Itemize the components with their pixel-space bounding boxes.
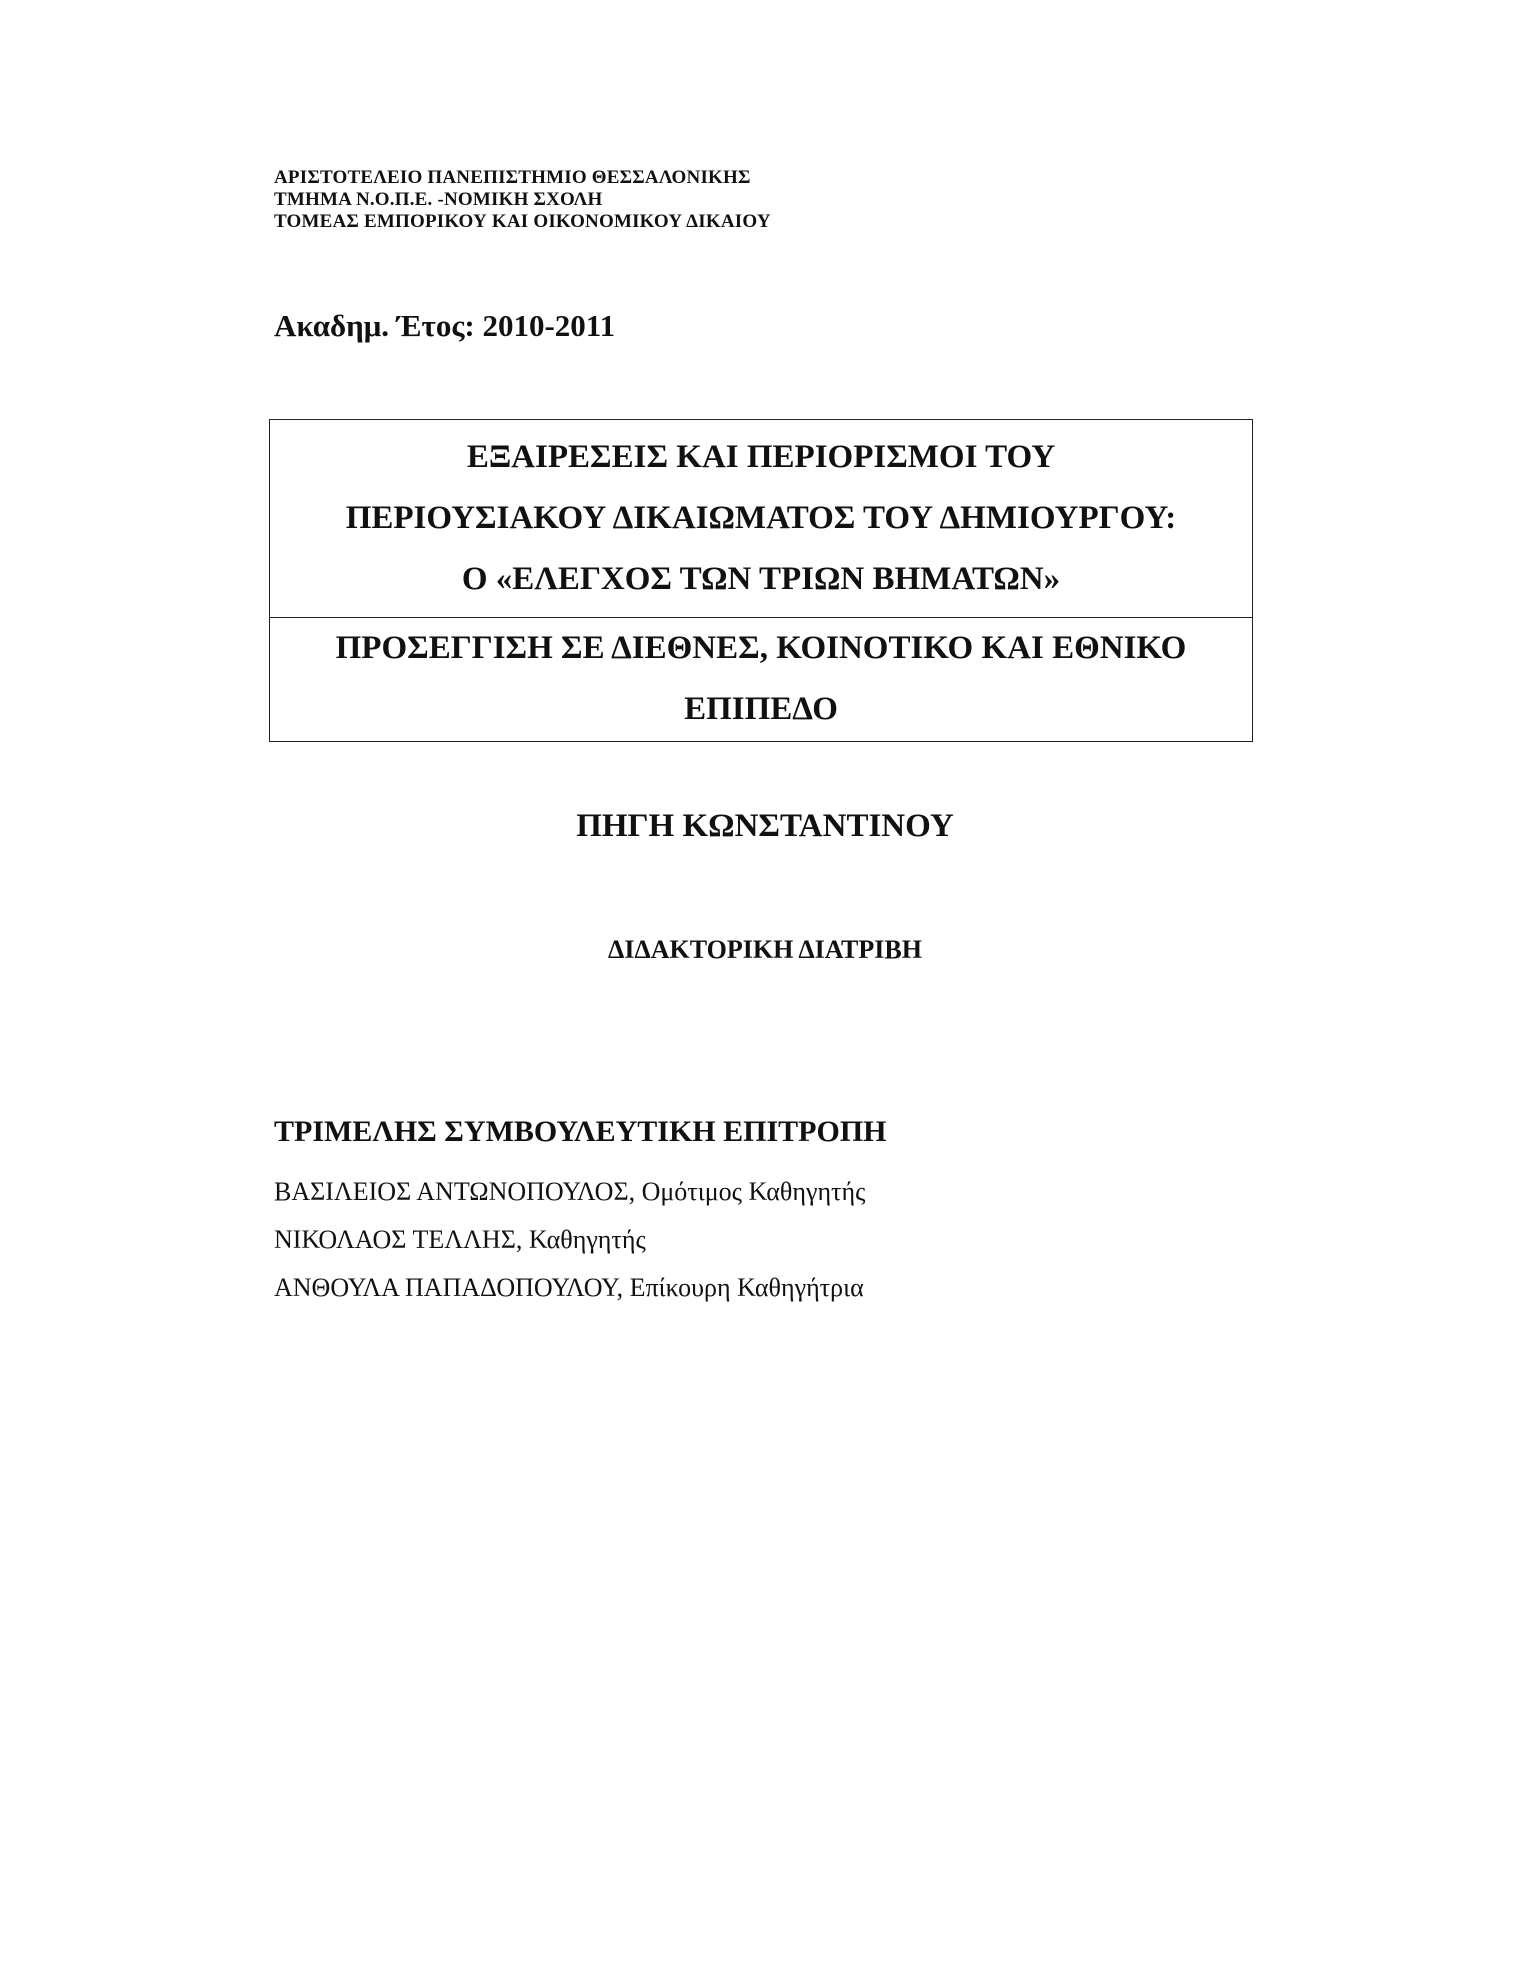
thesis-title bbox=[270, 420, 1252, 618]
committee-member: ΝΙΚΟΛΑΟΣ ΤΕΛΛΗΣ, Καθηγητής bbox=[274, 1225, 646, 1254]
department-name: ΤΜΗΜΑ Ν.Ο.Π.Ε. -ΝΟΜΙΚΗ ΣΧΟΛΗ bbox=[274, 189, 603, 210]
author-name: ΠΗΓΗ ΚΩΝΣΤΑΝΤΙΝΟΥ bbox=[576, 808, 954, 844]
institution-header bbox=[274, 167, 771, 233]
title-line: ΕΞΑΙΡΕΣΕΙΣ ΚΑΙ ΠΕΡΙΟΡΙΣΜΟΙ ΤΟΥ bbox=[466, 439, 1056, 475]
subtitle-line: ΠΡΟΣΕΓΓΙΣΗ ΣΕ ΔΙΕΘΝΕΣ, ΚΟΙΝΟΤΙΚΟ ΚΑΙ ΕΘΝΙΚΟ bbox=[335, 630, 1187, 666]
committee-member: ΒΑΣΙΛΕΙΟΣ ΑΝΤΩΝΟΠΟΥΛΟΣ, Ομότιμος Καθηγητής bbox=[274, 1177, 866, 1206]
title-line: ΠΕΡΙΟΥΣΙΑΚΟΥ ΔΙΚΑΙΩΜΑΤΟΣ ΤΟΥ ΔΗΜΙΟΥΡΓΟΥ: bbox=[345, 500, 1177, 536]
subtitle-line: ΕΠΙΠΕΔΟ bbox=[684, 691, 838, 727]
title-line: Ο «ΕΛΕΓΧΟΣ ΤΩΝ ΤΡΙΩΝ ΒΗΜΑΤΩΝ» bbox=[461, 561, 1061, 597]
division-name: ΤΟΜΕΑΣ ΕΜΠΟΡΙΚΟΥ ΚΑΙ ΟΙΚΟΝΟΜΙΚΟΥ ΔΙΚΑΙΟΥ bbox=[274, 211, 771, 232]
academic-year: Ακαδημ. Έτος: 2010-2011 bbox=[274, 308, 616, 343]
thesis-subtitle bbox=[270, 618, 1252, 741]
committee-member: ΑΝΘΟΥΛΑ ΠΑΠΑΔΟΠΟΥΛΟΥ, Επίκουρη Καθηγήτρια bbox=[274, 1273, 864, 1302]
thesis-type: ΔΙΔΑΚΤΟΡΙΚΗ ΔΙΑΤΡΙΒΗ bbox=[608, 935, 922, 964]
title-box bbox=[269, 419, 1253, 742]
university-name: ΑΡΙΣΤΟΤΕΛΕΙΟ ΠΑΝΕΠΙΣΤΗΜΙΟ ΘΕΣΣΑΛΟΝΙΚΗΣ bbox=[274, 167, 751, 188]
committee-heading: ΤΡΙΜΕΛΗΣ ΣΥΜΒΟΥΛΕΥΤΙΚΗ ΕΠΙΤΡΟΠΗ bbox=[274, 1115, 887, 1148]
committee-list bbox=[274, 1168, 865, 1312]
